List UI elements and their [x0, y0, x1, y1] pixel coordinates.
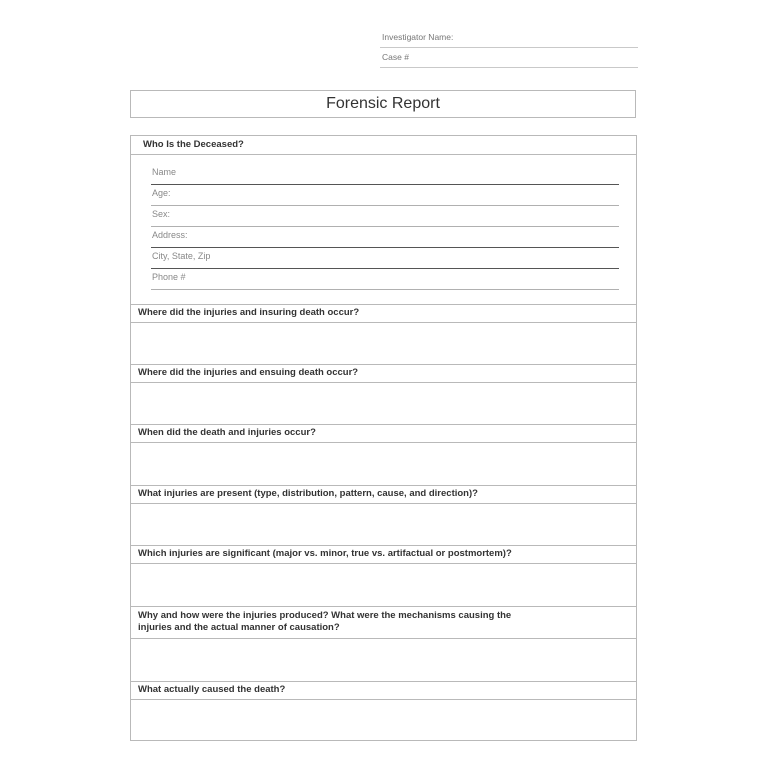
name-field[interactable]: [151, 164, 619, 185]
answer-area[interactable]: [131, 639, 636, 681]
address-field[interactable]: [151, 227, 619, 248]
address-label: Address:: [152, 230, 188, 240]
name-label: Name: [152, 167, 177, 177]
answer-area[interactable]: [131, 700, 636, 740]
question-heading: When did the death and injuries occur?: [131, 424, 636, 443]
investigator-name-label: Investigator Name:: [382, 32, 454, 42]
question-heading: What actually caused the death?: [131, 681, 636, 700]
question-heading: Which injuries are significant (major vs. minor, true vs. artifactual or postmortem)?: [131, 545, 636, 564]
section-heading-deceased: Who Is the Deceased?: [131, 136, 636, 155]
answer-area[interactable]: [131, 443, 636, 485]
phone-field[interactable]: [151, 269, 619, 290]
question-heading-mechanisms: [131, 606, 636, 639]
age-field[interactable]: [151, 185, 619, 206]
question-heading: Where did the injuries and insuring death occur?: [131, 304, 636, 323]
answer-area[interactable]: [131, 323, 636, 364]
city-state-zip-field[interactable]: [151, 248, 619, 269]
question-line-2: injuries and the actual manner of causation?: [138, 622, 340, 633]
question-heading: What injuries are present (type, distribution, pattern, cause, and direction)?: [131, 485, 636, 504]
question-heading: Where did the injuries and ensuing death occur?: [131, 364, 636, 383]
age-label: Age:: [152, 188, 171, 198]
question-line-1: Why and how were the injuries produced? What were the mechanisms causing the: [138, 610, 512, 621]
sex-label: Sex:: [152, 209, 171, 219]
deceased-fields: [131, 155, 636, 305]
sex-field[interactable]: [151, 206, 619, 227]
investigator-info: [380, 29, 638, 69]
answer-area[interactable]: [131, 564, 636, 606]
report-form: [130, 135, 637, 741]
report-title: Forensic Report: [130, 90, 636, 118]
case-number-field[interactable]: [380, 49, 638, 68]
answer-area[interactable]: [131, 383, 636, 424]
investigator-name-field[interactable]: [380, 29, 638, 48]
city-state-zip-label: City, State, Zip: [152, 251, 211, 261]
phone-label: Phone #: [152, 272, 186, 282]
answer-area[interactable]: [131, 504, 636, 545]
case-number-label: Case #: [382, 52, 409, 62]
